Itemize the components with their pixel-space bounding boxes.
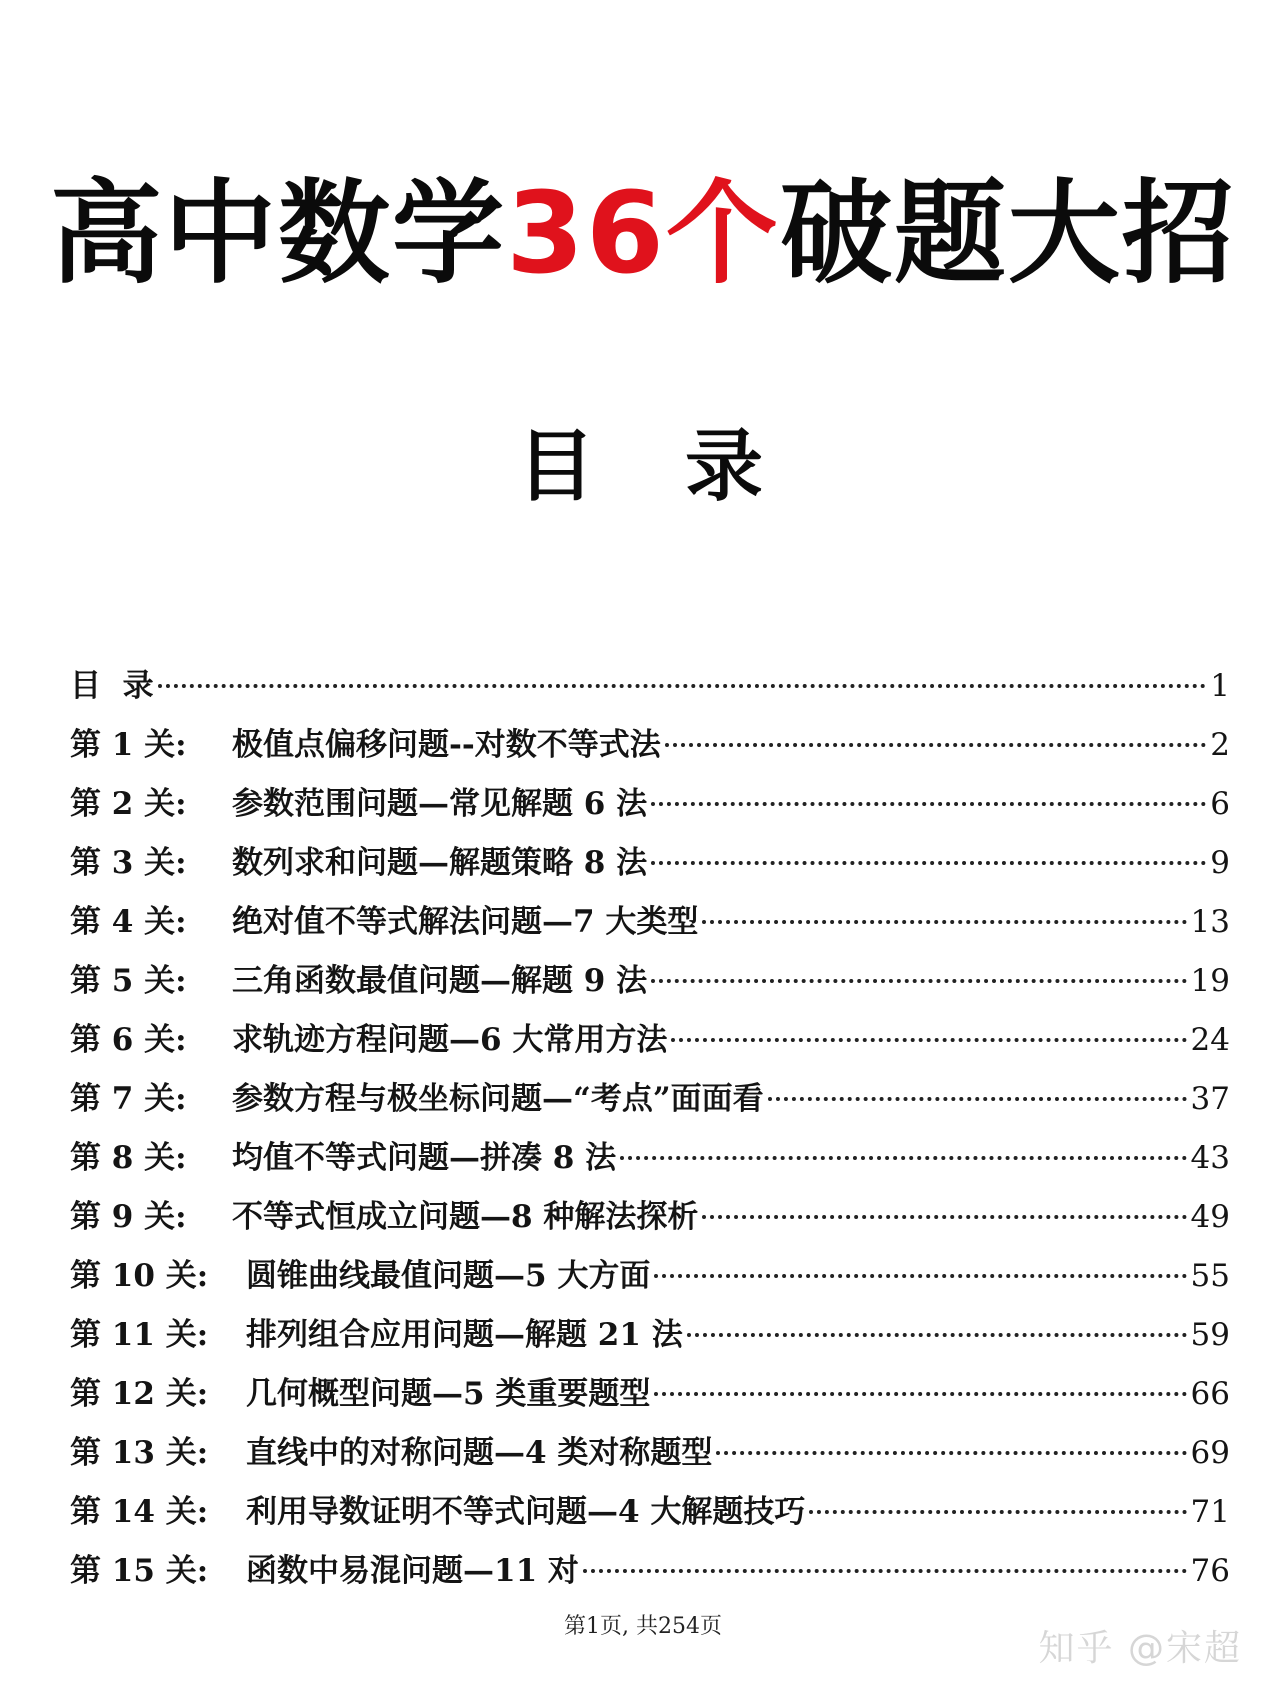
toc-entry-leader-dots [583,1569,1187,1573]
toc-entry-page-number: 2 [1210,727,1230,763]
toc-entry[interactable] [70,1368,1230,1427]
toc-entry[interactable] [70,660,1230,719]
toc-entry-leader-dots [702,920,1186,924]
toc-entry-page-number: 55 [1190,1258,1230,1294]
toc-entry-title: 均值不等式问题—拼凑 8 法 [232,1140,617,1176]
toc-entry-title: 函数中易混问题—11 对 [246,1553,579,1589]
toc-entry-title: 参数方程与极坐标问题—“考点”面面看 [232,1081,764,1117]
toc-entry-page-number: 59 [1190,1317,1230,1353]
toc-entry-title: 极值点偏移问题--对数不等式法 [232,727,661,763]
toc-entry[interactable] [70,955,1230,1014]
toc-entry-level: 第 5 关: [70,963,187,999]
toc-entry-page-number: 71 [1190,1494,1230,1530]
toc-entry-level: 第 1 关: [70,727,187,763]
toc-entry-title: 几何概型问题—5 类重要题型 [246,1376,651,1412]
toc-entry[interactable] [70,1132,1230,1191]
title-part-1: 高中数学 [50,169,507,299]
page-number-footer: 第1页, 共254页 [564,1614,722,1639]
toc-entry-leader-dots [687,1333,1187,1337]
toc-entry-page-number: 69 [1190,1435,1230,1471]
toc-entry[interactable] [70,1545,1230,1604]
toc-entry-level: 目 录 [70,668,154,704]
toc-entry-title: 利用导数证明不等式问题—4 大解题技巧 [246,1494,806,1530]
toc-entry-level: 第 15 关: [70,1553,209,1589]
watermark: 知乎 @宋超 [1038,1628,1242,1669]
toc-heading: 目 录 [516,422,769,512]
toc-entry-title: 不等式恒成立问题—8 种解法探析 [232,1199,699,1235]
toc-entry[interactable] [70,1014,1230,1073]
toc-entry[interactable] [70,1427,1230,1486]
toc-entry-level: 第 14 关: [70,1494,209,1530]
toc-entry-title: 直线中的对称问题—4 类对称题型 [246,1435,713,1471]
toc-entry[interactable] [70,896,1230,955]
toc-entry[interactable] [70,837,1230,896]
toc-entry-leader-dots [716,1451,1186,1455]
toc-entry-leader-dots [671,1038,1186,1042]
toc-entry[interactable] [70,719,1230,778]
toc-entry-level: 第 13 关: [70,1435,209,1471]
toc-entry-level: 第 4 关: [70,904,187,940]
toc-entry-page-number: 19 [1190,963,1230,999]
toc-entry-page-number: 37 [1190,1081,1230,1117]
title-part-2: 36个 [506,169,780,299]
toc-entry-page-number: 66 [1190,1376,1230,1412]
document-title [0,169,1286,299]
toc-entry-leader-dots [651,979,1186,983]
toc-entry-leader-dots [654,1274,1186,1278]
title-part-3: 破题大招 [779,169,1236,299]
toc-entry[interactable] [70,1073,1230,1132]
toc-entry-page-number: 24 [1190,1022,1230,1058]
toc-entry-leader-dots [158,684,1207,688]
toc-entry-title: 圆锥曲线最值问题—5 大方面 [246,1258,651,1294]
toc-entry-title: 三角函数最值问题—解题 9 法 [232,963,648,999]
toc-entry-title: 绝对值不等式解法问题—7 大类型 [232,904,699,940]
toc-entry-leader-dots [809,1510,1186,1514]
toc-entry-page-number: 76 [1190,1553,1230,1589]
toc-entry-leader-dots [665,743,1207,747]
toc-entry-leader-dots [768,1097,1187,1101]
toc-entry[interactable] [70,1191,1230,1250]
toc-entry-page-number: 6 [1210,786,1230,822]
toc-entry-title: 求轨迹方程问题—6 大常用方法 [232,1022,668,1058]
toc-entry-page-number: 13 [1190,904,1230,940]
toc-entry-level: 第 6 关: [70,1022,187,1058]
toc-entry-page-number: 49 [1190,1199,1230,1235]
toc-entry-title: 参数范围问题—常见解题 6 法 [232,786,648,822]
toc-entry-level: 第 11 关: [70,1317,209,1353]
toc-entry-leader-dots [620,1156,1186,1160]
toc-entry-page-number: 1 [1210,668,1230,704]
toc-entry-leader-dots [651,802,1206,806]
toc-entry-leader-dots [651,861,1206,865]
toc-entry[interactable] [70,778,1230,837]
toc-entry[interactable] [70,1486,1230,1545]
toc-entry-level: 第 8 关: [70,1140,187,1176]
toc-entry-title: 排列组合应用问题—解题 21 法 [246,1317,683,1353]
toc-entry-level: 第 9 关: [70,1199,187,1235]
toc-entry[interactable] [70,1309,1230,1368]
table-of-contents [70,660,1230,1604]
toc-entry-level: 第 2 关: [70,786,187,822]
toc-entry-level: 第 12 关: [70,1376,209,1412]
toc-entry[interactable] [70,1250,1230,1309]
toc-entry-level: 第 3 关: [70,845,187,881]
toc-entry-leader-dots [654,1392,1186,1396]
toc-entry-title: 数列求和问题—解题策略 8 法 [232,845,648,881]
toc-entry-leader-dots [702,1215,1186,1219]
toc-entry-page-number: 9 [1210,845,1230,881]
toc-entry-level: 第 10 关: [70,1258,209,1294]
toc-entry-level: 第 7 关: [70,1081,187,1117]
toc-entry-page-number: 43 [1190,1140,1230,1176]
